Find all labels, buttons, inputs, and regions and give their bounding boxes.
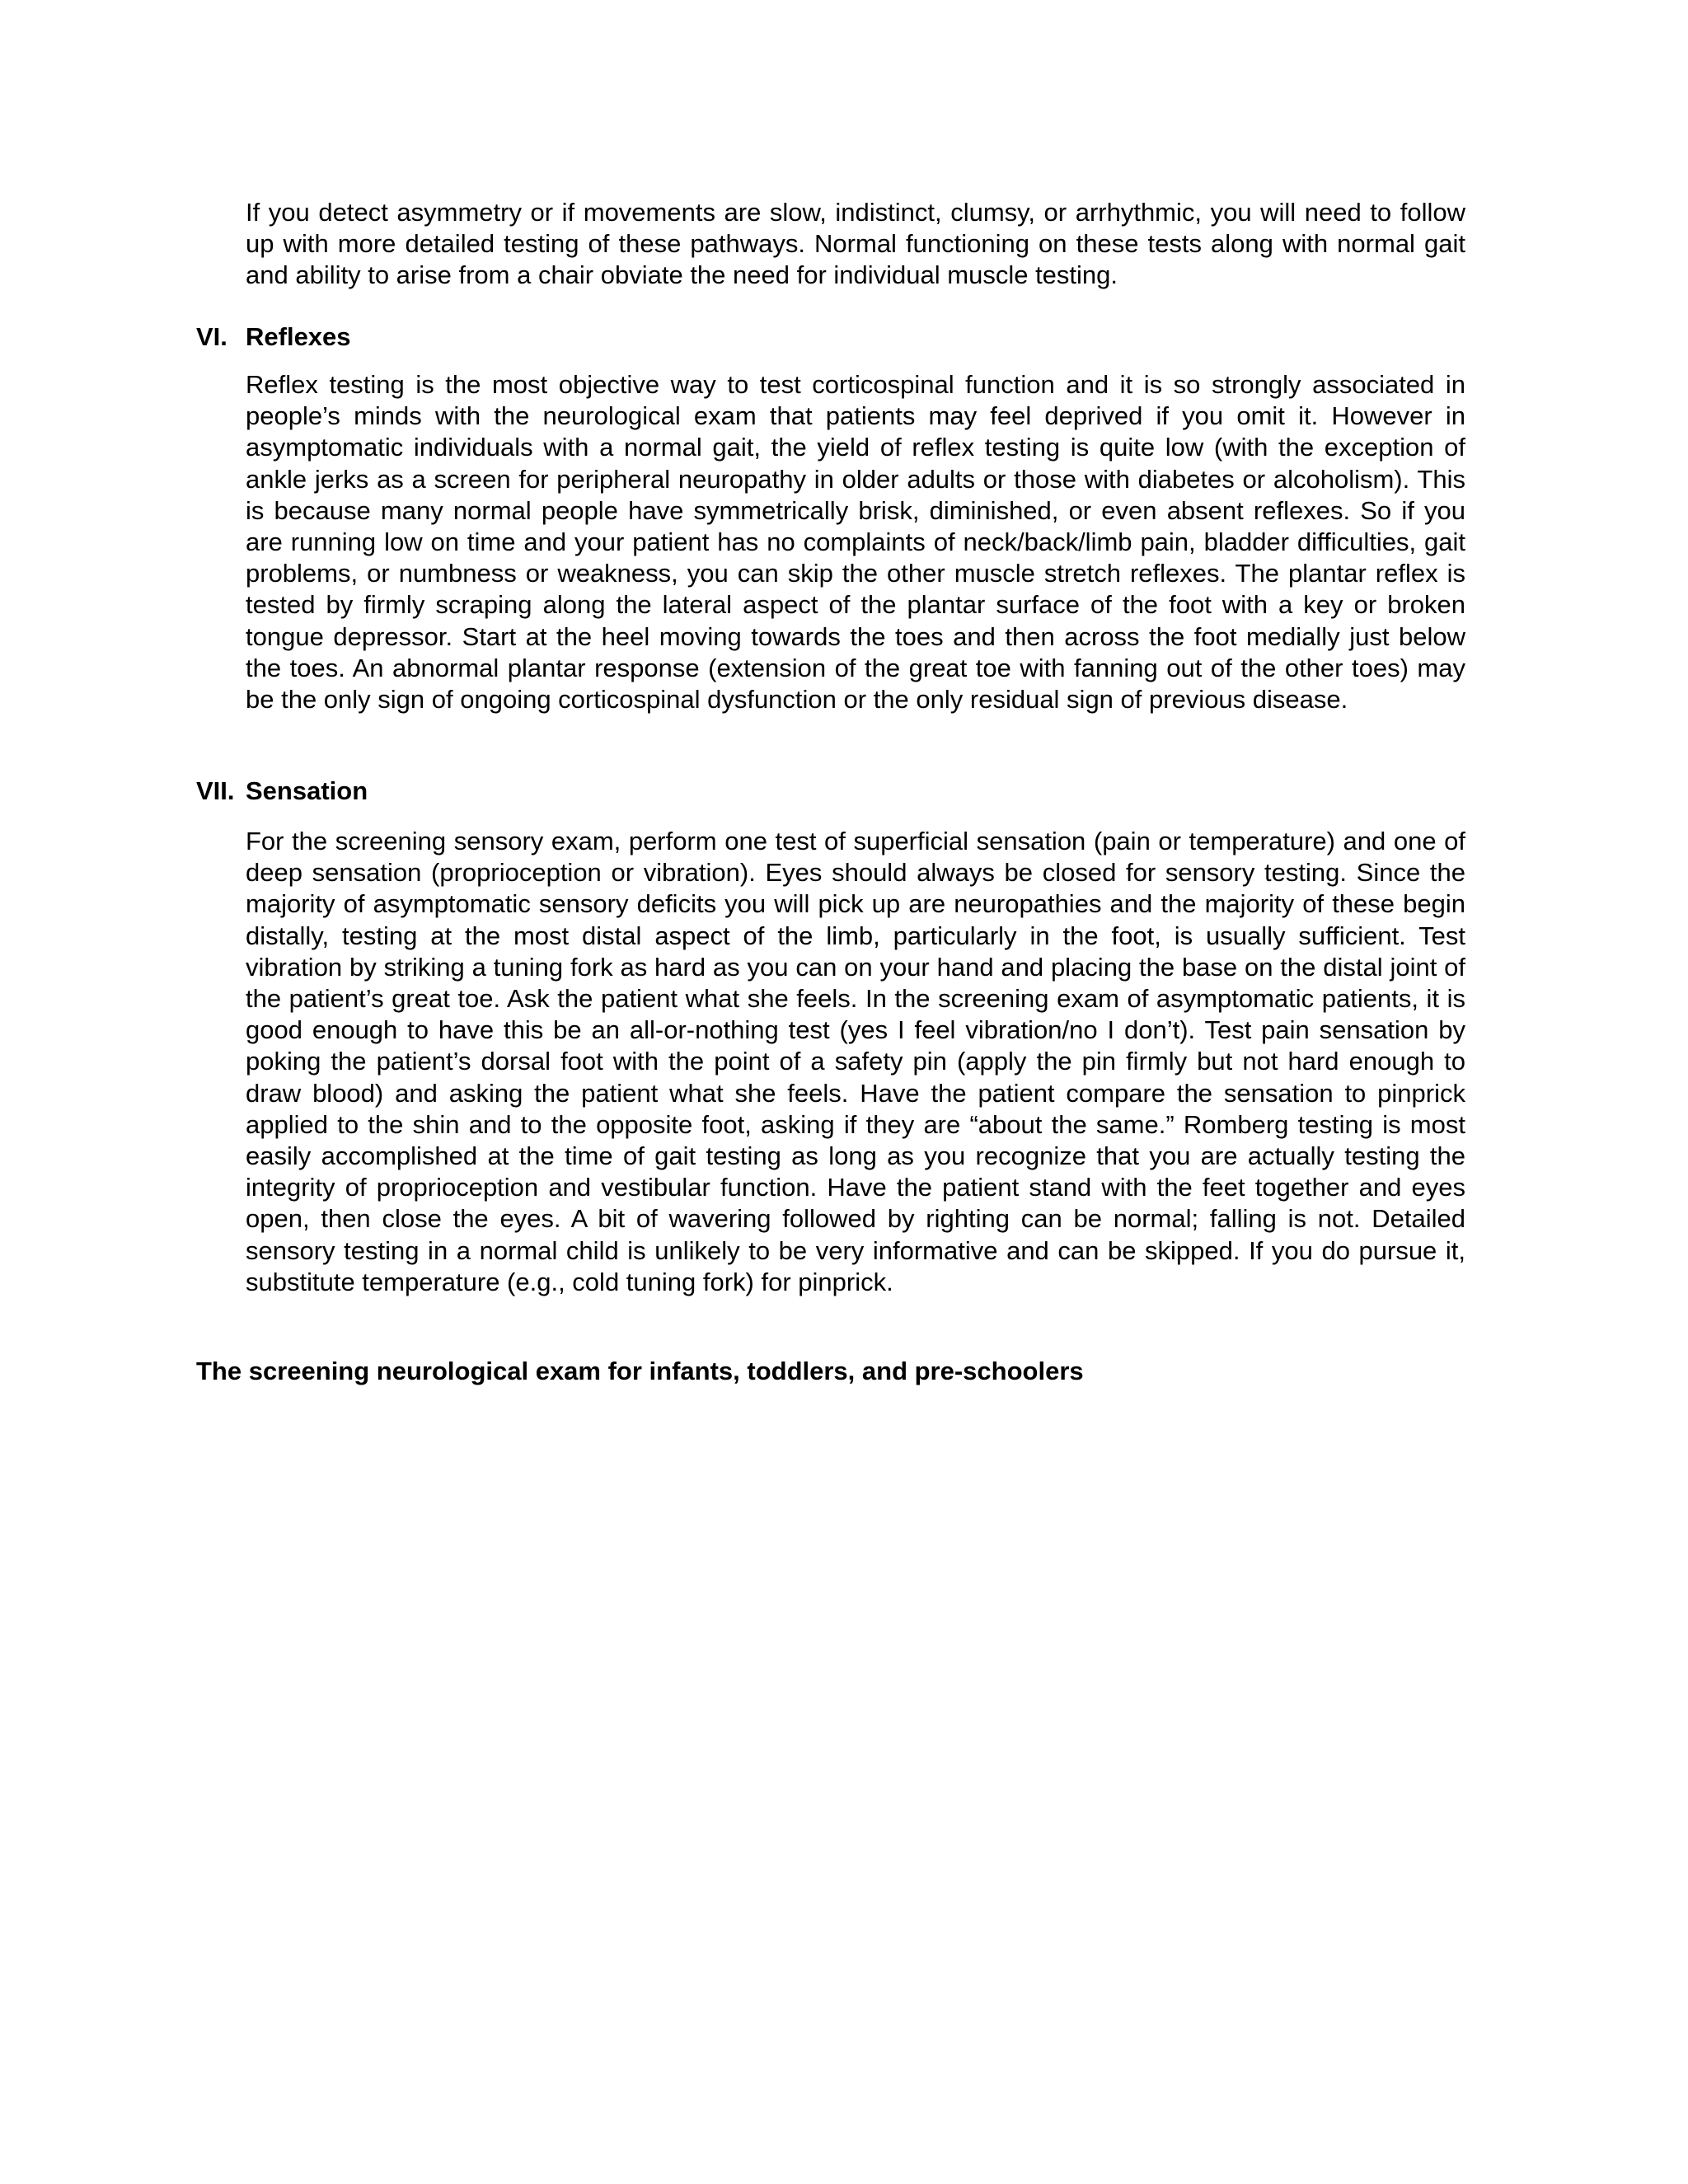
section-heading-sensation	[196, 776, 368, 807]
reflexes-paragraph: Reflex testing is the most objective way to test corticospinal function and it is so strongly associated in people’s minds with the neurological exam that patients may feel deprived if you omit it. However in asymptomatic individuals with a normal gait, the yield of reflex testing is quite low (with the exception of ankle jerks as a screen for peripheral neuropathy in older adults or those with diabetes or alcoholism). This is because many normal people have symmetrically brisk, diminished, or even absent reflexes. So if you are running low on time and your patient has no complaints of neck/back/limb pain, bladder difficulties, gait problems, or numbness or weakness, you can skip the other muscle stretch reflexes. The plantar reflex is tested by firmly scraping along the lateral aspect of the plantar surface of the foot with a key or broken tongue depressor. Start at the heel moving towards the toes and then across the foot medially just below the toes. An abnormal plantar response (extension of the great toe with fanning out of the other toes) may be the only sign of ongoing corticospinal dysfunction or the only residual sign of previous disease.	[246, 370, 1465, 715]
section-title: Reflexes	[246, 322, 351, 351]
section-number: VII.	[196, 776, 235, 805]
section-title: Sensation	[246, 776, 368, 805]
sensation-paragraph: For the screening sensory exam, perform one test of superficial sensation (pain or temperature) and one of deep sensation (proprioception or vibration). Eyes should always be closed for sensory testing. Since the majority of asymptomatic sensory deficits you will pick up are neuropathies and the majority of these begin distally, testing at the most distal aspect of the limb, particularly in the foot, is usually sufficient. Test vibration by striking a tuning fork as hard as you can on your hand and placing the base on the distal joint of the patient’s great toe. Ask the patient what she feels. In the screening exam of asymptomatic patients, it is good enough to have this be an all-or-nothing test (yes I feel vibration/no I don’t). Test pain sensation by poking the patient’s dorsal foot with the point of a safety pin (apply the pin firmly but not hard enough to draw blood) and asking the patient what she feels. Have the patient compare the sensation to pinprick applied to the shin and to the opposite foot, asking if they are “about the same.” Romberg testing is most easily accomplished at the time of gait testing as long as you recognize that you are actually testing the integrity of proprioception and vestibular function. Have the patient stand with the feet together and eyes open, then close the eyes. A bit of wavering followed by righting can be normal; falling is not. Detailed sensory testing in a normal child is unlikely to be very informative and can be skipped. If you do pursue it, substitute temperature (e.g., cold tuning fork) for pinprick.	[246, 827, 1465, 1296]
intro-paragraph: If you detect asymmetry or if movements are slow, indistinct, clumsy, or arrhythmic, you will need to follow up with more detailed testing of these pathways. Normal functioning on these tests along with normal gait and ability to arise from a chair obviate the need for individual muscle testing.	[246, 198, 1465, 290]
screening-exam-heading: The screening neurological exam for infants, toddlers, and pre-schoolers	[196, 1357, 1084, 1385]
section-number: VI.	[196, 322, 227, 351]
section-heading-reflexes	[196, 321, 351, 353]
